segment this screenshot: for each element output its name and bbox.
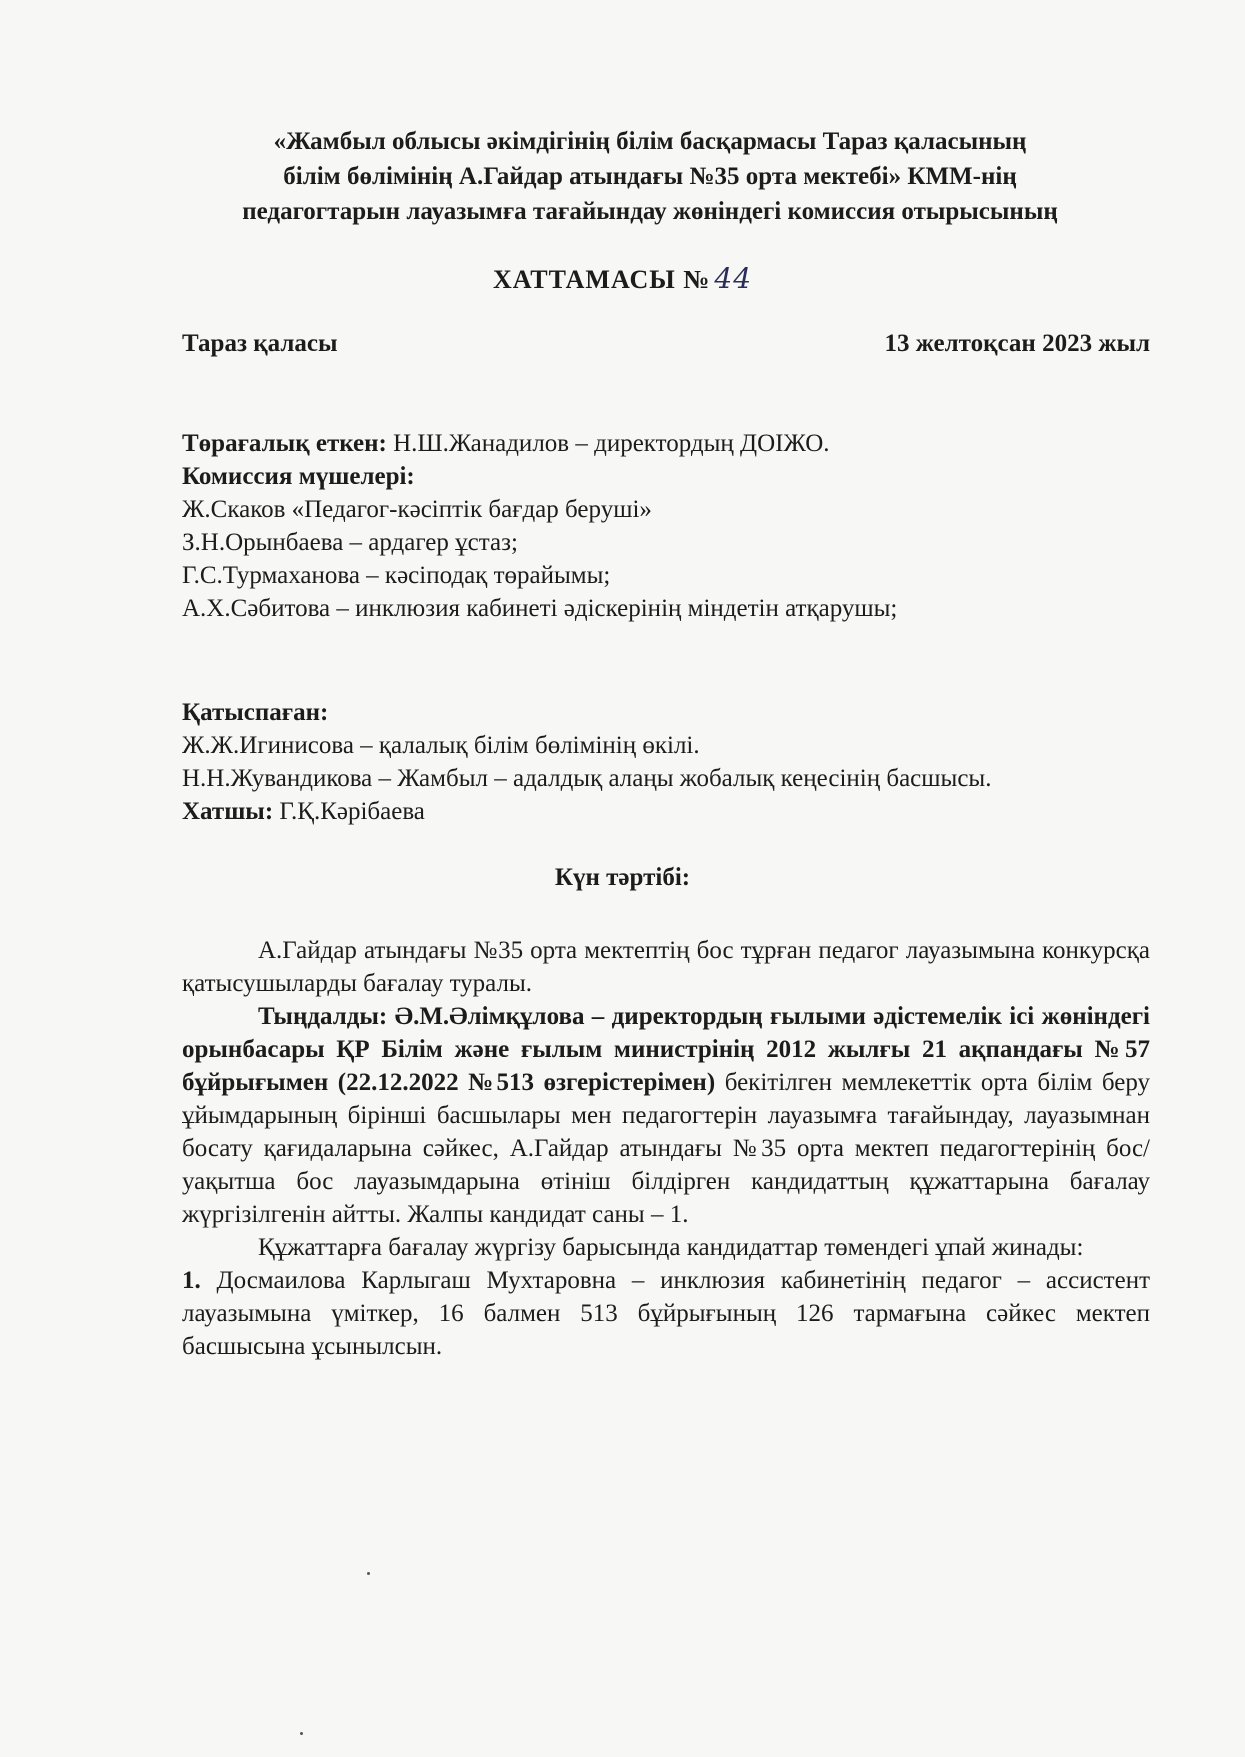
date-label: 13 желтоқсан 2023 жыл bbox=[884, 330, 1150, 357]
absent-block bbox=[182, 696, 1157, 828]
heard-text: бекітілген мемлекеттік орта білім беру ұйымдарының бірінші басшылары мен педагогтерін лауазымға тағайындау, лауазымнан босату қағидаларына сәйкес, А.Гайдар атындағы №35 орта мектеп педагогтерінің бос/уақытша бос лауазымдарына өтініш білдірген кандидаттың құжаттарына бағалау жүргізілгенін айтты. Жалпы кандидат саны – 1. bbox=[182, 1069, 1150, 1228]
secretary-value: Г.Қ.Кәрібаева bbox=[279, 798, 425, 825]
absent-item: Н.Н.Жувандикова – Жамбыл – адалдық алаңы жобалық кеңесінің басшысы. bbox=[182, 765, 992, 792]
participants-block bbox=[182, 427, 1157, 625]
evaluation-text: Құжаттарға бағалау жүргізу барысында кандидаттар төмендегі ұпай жинады: bbox=[258, 1234, 1084, 1261]
result-text: Досмаилова Карлыгаш Мухтаровна – инклюзия кабинетінің педагог – ассистент лауазымына үміткер, 16 балмен 513 бұйрығының 126 тармағына сәйкес мектеп басшысына ұсынылсын. bbox=[182, 1267, 1151, 1360]
absent-item: Ж.Ж.Игинисова – қалалық білім бөлімінің өкілі. bbox=[182, 732, 700, 759]
secretary-line bbox=[182, 795, 1157, 828]
scan-speck bbox=[300, 1732, 303, 1735]
place-label: Тараз қаласы bbox=[182, 330, 338, 357]
scan-speck bbox=[367, 1572, 370, 1575]
result-number: 1. bbox=[182, 1267, 201, 1294]
header-line-2: білім бөлімінің А.Гайдар атындағы №35 орта мектебі» КММ-нің bbox=[283, 163, 1017, 190]
chair-value: Н.Ш.Жанадилов – директордың ДОІЖО. bbox=[393, 430, 830, 457]
header-line-3: педагогтарын лауазымға тағайындау жөніндегі комиссия отырысының bbox=[242, 198, 1058, 225]
header-line-1: «Жамбыл облысы әкімдігінің білім басқармасы Тараз қаласының bbox=[273, 128, 1027, 155]
heard-label: Тыңдалды: bbox=[258, 1003, 388, 1030]
members-label: Комиссия мүшелері: bbox=[182, 463, 415, 490]
heard-paragraph bbox=[182, 1000, 1150, 1231]
agenda-text: А.Гайдар атындағы №35 орта мектептің бос тұрған педагог лауазымына конкурсқа қатысушыларды бағалау туралы. bbox=[182, 937, 1150, 997]
protocol-title bbox=[0, 262, 1245, 295]
heard-bold-text: Ә.М.Әлімқұлова – директордың ғылыми әдістемелік ісі жөніндегі орынбасары ҚР Білім және ғылым министрінің 2012 жылғы 21 ақпандағы №57 бұйрығымен (22.12.2022 №513 өзгерістерімен) bbox=[182, 1003, 1151, 1096]
absent-label: Қатыспаған: bbox=[182, 699, 329, 726]
chair-label: Төрағалық еткен: bbox=[182, 430, 387, 457]
member-item: А.Х.Сәбитова – инклюзия кабинеті әдіскерінің міндетін атқарушы; bbox=[182, 595, 898, 622]
protocol-title-text: ХАТТАМАСЫ № bbox=[492, 265, 711, 294]
document-header bbox=[150, 124, 1150, 229]
member-item: З.Н.Орынбаева – ардагер ұстаз; bbox=[182, 529, 518, 556]
agenda-title: Күн тәртібі: bbox=[554, 864, 691, 891]
document-body bbox=[182, 934, 1150, 1363]
member-item: Г.С.Турмаханова – кәсіподақ төрайымы; bbox=[182, 562, 611, 589]
secretary-label: Хатшы: bbox=[182, 798, 274, 825]
protocol-number-handwritten: 44 bbox=[714, 262, 753, 295]
member-item: Ж.Скаков «Педагог-кәсіптік бағдар беруші» bbox=[182, 496, 652, 523]
chair-line bbox=[182, 427, 1157, 460]
result-item bbox=[182, 1264, 1150, 1363]
